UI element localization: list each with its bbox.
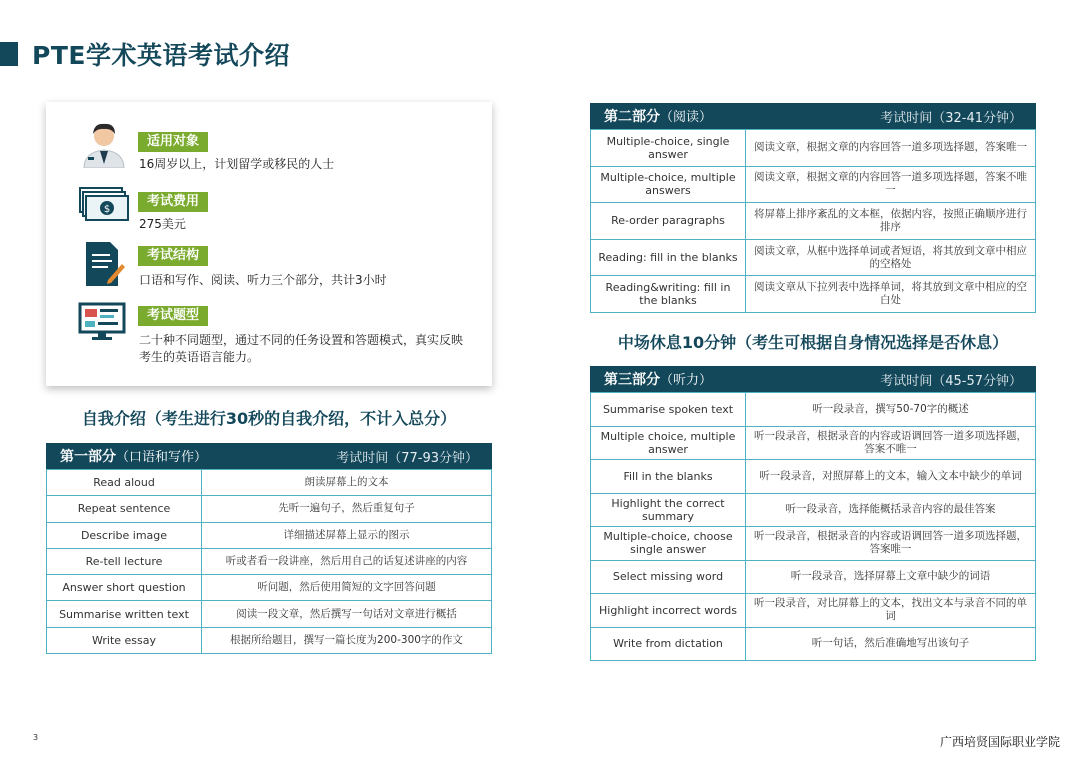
section-name: 第一部分 [60,449,116,465]
section-subtitle: （口语和写作） [116,450,208,465]
question-description: 阅读文章，根据文章的内容回答一道多项选择题，答案不唯一 [746,166,1036,203]
table-row [591,460,1036,494]
question-description: 听一段录音，选择屏幕上文章中缺少的词语 [746,560,1036,594]
question-description: 听一段录音，对照屏幕上的文本，输入文本中缺少的单词 [746,460,1036,494]
table-row [591,527,1036,561]
question-type: Describe image [47,522,202,548]
question-description: 阅读文章从下拉列表中选择单词，将其放到文章中相应的空白处 [746,276,1036,313]
question-type: Write from dictation [591,627,746,661]
section-time: 考试时间（32-41分钟） [880,110,1022,126]
table-row [591,130,1036,167]
table-row [591,594,1036,628]
question-type: Highlight incorrect words [591,594,746,628]
question-type: Read aloud [47,470,202,496]
table-row [591,560,1036,594]
info-label: 考试结构 [138,246,208,266]
question-description: 阅读文章，从框中选择单词或者短语，将其放到文章中相应的空格处 [746,239,1036,276]
money-icon [78,186,130,234]
document-icon [78,240,130,288]
part2-section [590,103,1036,313]
self-intro-heading: 自我介绍（考生进行30秒的自我介绍，不计入总分） [81,409,457,428]
question-type: Select missing word [591,560,746,594]
break-heading: 中场休息10分钟（考生可根据自身情况选择是否休息） [617,333,1009,352]
question-type: Answer short question [47,575,202,601]
question-description: 听一句话，然后准确地写出该句子 [746,627,1036,661]
table-row [47,575,492,601]
part2-header [590,103,1036,129]
title-accent-bar [0,42,18,66]
question-description: 听问题，然后使用简短的文字回答问题 [202,575,492,601]
question-description: 朗读屏幕上的文本 [202,470,492,496]
section-name: 第二部分 [604,109,660,125]
table-row [47,627,492,653]
section-name: 第三部分 [604,372,660,388]
question-description: 详细描述屏幕上显示的图示 [202,522,492,548]
question-type: Fill in the blanks [591,460,746,494]
table-row [591,166,1036,203]
info-label: 考试费用 [138,192,208,212]
question-type: Reading: fill in the blanks [591,239,746,276]
question-type: Summarise written text [47,601,202,627]
question-type: Summarise spoken text [591,393,746,427]
part3-header [590,366,1036,392]
table-row [47,496,492,522]
svg-text:$: $ [103,204,111,215]
question-description: 听或者看一段讲座，然后用自己的话复述讲座的内容 [202,548,492,574]
table-row [47,522,492,548]
info-text: 16周岁以上，计划留学或移民的人士 [139,157,335,171]
info-text: 275美元 [139,217,186,231]
part2-table [590,129,1036,313]
part3-section [590,366,1036,661]
table-row [47,470,492,496]
table-row [591,393,1036,427]
question-description: 阅读一段文章，然后撰写一句话对文章进行概括 [202,601,492,627]
monitor-icon [78,302,130,350]
table-row [47,601,492,627]
part1-header [46,443,492,469]
section-time: 考试时间（45-57分钟） [880,373,1022,389]
page-number: 3 [33,733,39,742]
part1-table [46,469,492,654]
exam-info-card [46,102,492,386]
question-description: 阅读文章，根据文章的内容回答一道多项选择题，答案唯一 [746,130,1036,167]
section-time: 考试时间（77-93分钟） [336,450,478,466]
part1-section [46,443,492,654]
table-row [591,203,1036,240]
question-description: 听一段录音，选择能概括录音内容的最佳答案 [746,493,1036,527]
question-description: 听一段录音，对比屏幕上的文本，找出文本与录音不同的单词 [746,594,1036,628]
table-row [47,548,492,574]
part3-table [590,392,1036,661]
question-description: 先听一遍句子，然后重复句子 [202,496,492,522]
info-label: 考试题型 [138,306,208,326]
question-type: Re-order paragraphs [591,203,746,240]
section-subtitle: （阅读） [660,110,713,125]
question-type: Multiple-choice, multiple answers [591,166,746,203]
question-description: 听一段录音，根据录音的内容或语调回答一道多项选择题，答案唯一 [746,527,1036,561]
info-text: 二十种不同题型，通过不同的任务设置和答题模式，真实反映考生的英语语言能力。 [139,333,464,364]
question-type: Highlight the correct summary [591,493,746,527]
question-type: Multiple-choice, choose single answer [591,527,746,561]
table-row [591,627,1036,661]
question-description: 听一段录音，撰写50-70字的概述 [746,393,1036,427]
question-description: 听一段录音，根据录音的内容或语调回答一道多项选择题，答案不唯一 [746,426,1036,460]
table-row [591,239,1036,276]
info-label: 适用对象 [138,132,208,152]
section-subtitle: （听力） [660,373,713,388]
question-type: Re-tell lecture [47,548,202,574]
question-description: 根据所给题目，撰写一篇长度为200-300字的作文 [202,627,492,653]
table-row [591,493,1036,527]
table-row [591,426,1036,460]
info-text: 口语和写作、阅读、听力三个部分，共计3小时 [139,273,387,287]
question-type: Multiple-choice, single answer [591,130,746,167]
person-icon [78,120,130,168]
question-description: 将屏幕上排序紊乱的文本框，依据内容，按照正确顺序进行排序 [746,203,1036,240]
page-title: PTE学术英语考试介绍 [32,41,290,70]
footer-school-name: 广西培贤国际职业学院 [939,735,1060,749]
question-type: Repeat sentence [47,496,202,522]
question-type: Multiple choice, multiple answer [591,426,746,460]
table-row [591,276,1036,313]
question-type: Reading&writing: fill in the blanks [591,276,746,313]
question-type: Write essay [47,627,202,653]
